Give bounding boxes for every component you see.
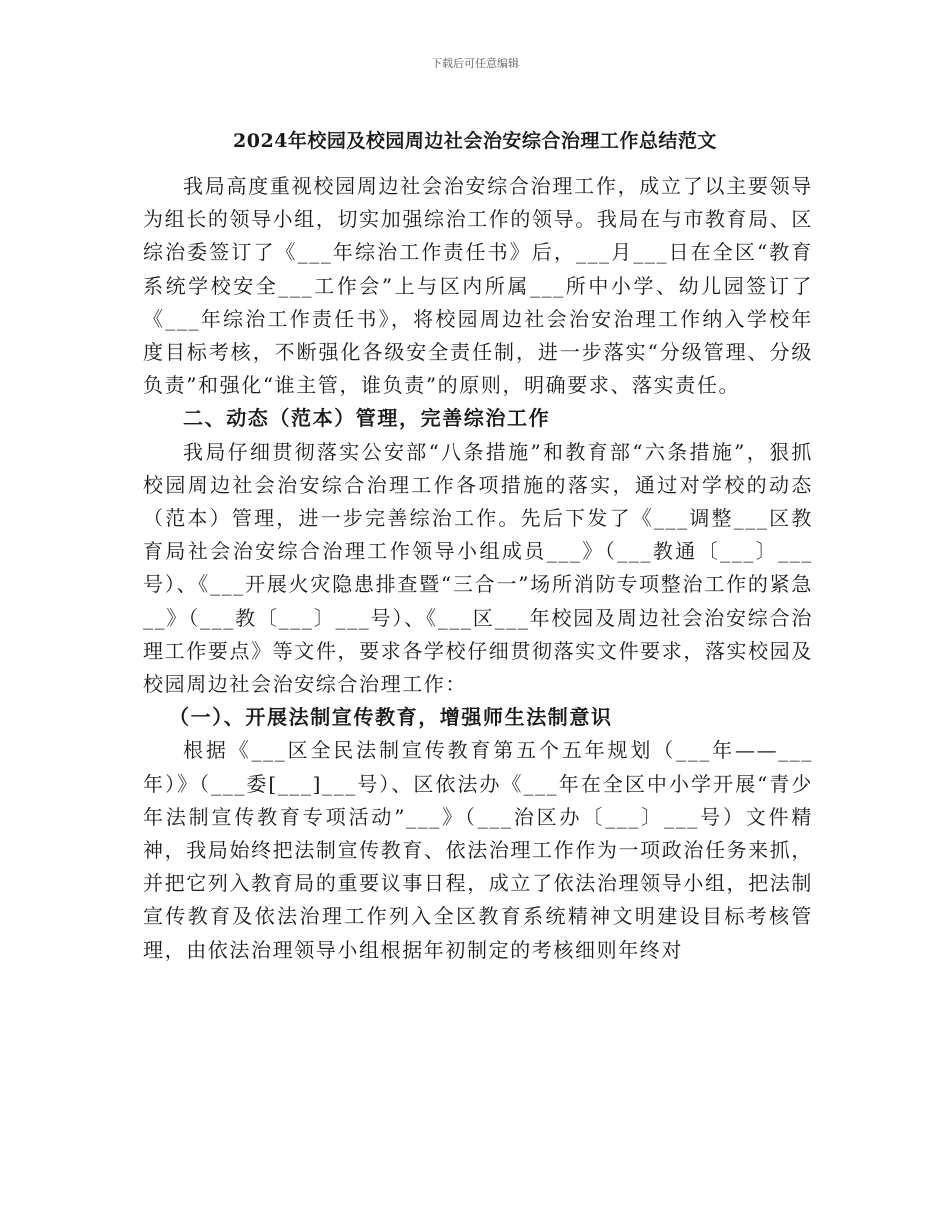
document-body [143,170,813,967]
subsection-heading-1: （一）、开展法制宣传教育，增强师生法制意识 [169,705,613,730]
paragraph-1: 我局高度重视校园周边社会治安综合治理工作，成立了以主要领导为组长的领导小组，切实加强综治工作的领导。我局在与市教育局、区综治委签订了《___年综治工作责任书》后，___月___日在全区“教育系统学校安全___工作会”上与区内所属___所中小学、幼儿园签订了《___年综治工作责任书》，将校园周边社会治安治理工作纳入学校年度目标考核，不断强化各级安全责任制，进一步落实“分级管理、分级负责”和强化“谁主管，谁负责”的原则，明确要求、落实责任。 [143,174,813,398]
header-note: 下载后可任意编辑 [431,57,519,70]
paragraph-2: 我局仔细贯彻落实公安部“八条措施”和教育部“六条措施”，狠抓校园周边社会治安综合治理工作各项措施的落实，通过对学校的动态（范本）管理，进一步完善综治工作。先后下发了《___调整___区教育局社会治安综合治理工作领导小组成员___》（___教通〔___〕___号）、《___开展火灾隐患排查暨“三合一”场所消防专项整治工作的紧急__》（___教〔___〕___号）、《___区___年校园及周边社会治安综合治理工作要点》等文件，要求各学校仔细贯彻落实文件要求，落实校园及校园周边社会治安综合治理工作： [143,439,813,697]
paragraph-3: 根据《___区全民法制宣传教育第五个五年规划（___年——___年）》（___委[___]___号）、区依法办《___年在全区中小学开展“青少年法制宣传教育专项活动”___》（___治区办〔___〕___号）文件精神，我局始终把法制宣传教育、依法治理工作作为一项政治任务来抓，并把它列入教育局的重要议事日程，成立了依法治理领导小组，把法制宣传教育及依法治理工作列入全区教育系统精神文明建设目标考核管理，由依法治理领导小组根据年初制定的考核细则年终对 [143,738,813,962]
section-heading-2: 二、动态（范本）管理，完善综治工作 [183,406,551,431]
document-title: 2024年校园及校园周边社会治安综合治理工作总结范文 [233,130,717,152]
